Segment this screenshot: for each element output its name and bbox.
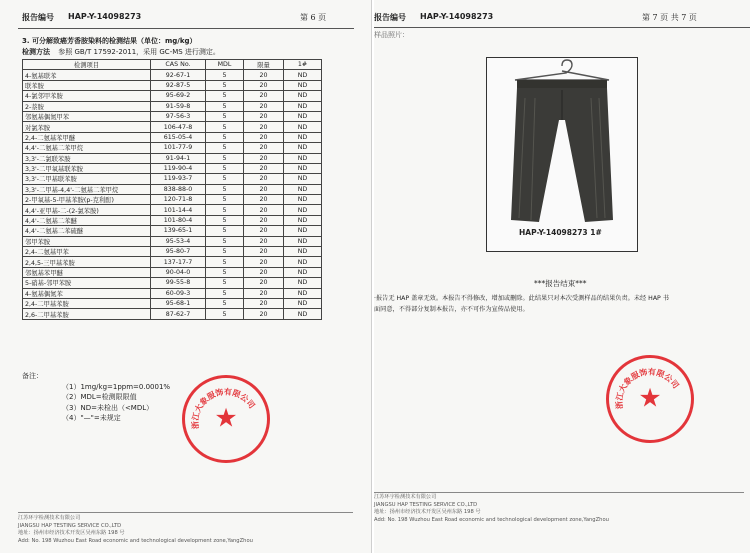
cell-mdl: 5 bbox=[206, 153, 244, 163]
cell-cas-no: 87-62-7 bbox=[151, 309, 206, 319]
cell-result-1: ND bbox=[284, 143, 322, 153]
cell-cas-no: 92-67-1 bbox=[151, 70, 206, 80]
cell-test-item: 2-萘胺 bbox=[23, 101, 151, 111]
cell-result-1: ND bbox=[284, 195, 322, 205]
table-row bbox=[23, 278, 322, 288]
cell-cas-no: 139-65-1 bbox=[151, 226, 206, 236]
cell-mdl: 5 bbox=[206, 132, 244, 142]
cell-result-1: ND bbox=[284, 267, 322, 277]
cell-mdl: 5 bbox=[206, 226, 244, 236]
cell-test-item: 4,4'-亚甲基-二-(2-氯苯胺) bbox=[23, 205, 151, 215]
cell-limit: 20 bbox=[244, 122, 284, 132]
page-number: 第 6 页 bbox=[300, 13, 327, 22]
table-row bbox=[23, 163, 322, 173]
cell-test-item: 4-氨基偶氮苯 bbox=[23, 288, 151, 298]
cell-mdl: 5 bbox=[206, 298, 244, 308]
cell-cas-no: 101-14-4 bbox=[151, 205, 206, 215]
cell-mdl: 5 bbox=[206, 267, 244, 277]
cell-cas-no: 60-09-3 bbox=[151, 288, 206, 298]
cell-result-1: ND bbox=[284, 247, 322, 257]
disclaimer bbox=[374, 293, 669, 315]
test-method-label: 检测方法 bbox=[22, 48, 50, 56]
report-end-mark: ***报告结束*** bbox=[534, 279, 587, 288]
remarks-label: 备注： bbox=[22, 372, 43, 380]
footer-company-en: JIANGSU HAP TESTING SERVICE CO.,LTD bbox=[374, 501, 478, 508]
table-row bbox=[23, 101, 322, 111]
table-header-row bbox=[23, 60, 322, 70]
cell-result-1: ND bbox=[284, 278, 322, 288]
cell-limit: 20 bbox=[244, 298, 284, 308]
report-number-label: 报告编号 bbox=[374, 13, 406, 22]
sample-photo-caption: HAP-Y-14098273 1# bbox=[519, 228, 602, 237]
cell-test-item: 2,6-二甲基苯胺 bbox=[23, 309, 151, 319]
footer-rule bbox=[374, 492, 744, 493]
sample-photo-label: 样品照片： bbox=[374, 31, 409, 39]
svg-text:浙江大象服饰有限公司: 浙江大象服饰有限公司 bbox=[614, 367, 681, 410]
cell-test-item: 邻氨基偶氮甲苯 bbox=[23, 111, 151, 121]
cell-limit: 20 bbox=[244, 174, 284, 184]
footer-company-cn: 江苏环宇检测技术有限公司 bbox=[374, 494, 437, 500]
cell-limit: 20 bbox=[244, 101, 284, 111]
cell-test-item: 联苯胺 bbox=[23, 80, 151, 90]
col-header-limit: 限量 bbox=[244, 60, 284, 70]
cell-test-item: 邻甲苯胺 bbox=[23, 236, 151, 246]
cell-test-item: 邻氨基苯甲醚 bbox=[23, 267, 151, 277]
col-header-item: 检测项目 bbox=[23, 60, 151, 70]
cell-test-item: 4-氯邻甲苯胺 bbox=[23, 91, 151, 101]
cell-result-1: ND bbox=[284, 215, 322, 225]
footer-address-cn: 地址：扬州市经济技术开发区吴州东路 198 号 bbox=[18, 530, 125, 536]
cell-limit: 20 bbox=[244, 143, 284, 153]
cell-mdl: 5 bbox=[206, 288, 244, 298]
cell-result-1: ND bbox=[284, 257, 322, 267]
cell-result-1: ND bbox=[284, 309, 322, 319]
footer bbox=[18, 515, 253, 545]
cell-test-item: 2,4-二甲基苯胺 bbox=[23, 298, 151, 308]
report-number-label: 报告编号 bbox=[22, 13, 54, 22]
footer-company-cn: 江苏环宇检测技术有限公司 bbox=[18, 515, 81, 521]
cell-result-1: ND bbox=[284, 288, 322, 298]
cell-cas-no: 137-17-7 bbox=[151, 257, 206, 267]
cell-result-1: ND bbox=[284, 174, 322, 184]
table-row bbox=[23, 184, 322, 194]
cell-result-1: ND bbox=[284, 111, 322, 121]
cell-limit: 20 bbox=[244, 267, 284, 277]
footer-rule bbox=[18, 512, 353, 513]
cell-mdl: 5 bbox=[206, 309, 244, 319]
cell-test-item: 2-甲氧基-5-甲基苯胺(p-克利酊) bbox=[23, 195, 151, 205]
footer-address-en: Add: No. 198 Wuzhou East Road economic and technological development zone,YangZhou bbox=[374, 516, 609, 523]
cell-test-item: 5-硝基-邻甲苯胺 bbox=[23, 278, 151, 288]
cell-limit: 20 bbox=[244, 70, 284, 80]
table-row bbox=[23, 143, 322, 153]
cell-limit: 20 bbox=[244, 247, 284, 257]
table-row bbox=[23, 153, 322, 163]
cell-test-item: 2,4,5-三甲基苯胺 bbox=[23, 257, 151, 267]
cell-result-1: ND bbox=[284, 122, 322, 132]
cell-test-item: 4,4'-二氨基二苯硫醚 bbox=[23, 226, 151, 236]
cell-limit: 20 bbox=[244, 236, 284, 246]
table-row bbox=[23, 111, 322, 121]
cell-cas-no: 838-88-0 bbox=[151, 184, 206, 194]
seal-star-icon: ★ bbox=[214, 403, 238, 434]
remark-item: （4）"—"=未规定 bbox=[62, 414, 121, 422]
cell-result-1: ND bbox=[284, 80, 322, 90]
table-row bbox=[23, 236, 322, 246]
cell-test-item: 4,4'-二氨基二苯甲烷 bbox=[23, 143, 151, 153]
table-row bbox=[23, 70, 322, 80]
table-row bbox=[23, 195, 322, 205]
cell-cas-no: 97-56-3 bbox=[151, 111, 206, 121]
cell-cas-no: 106-47-8 bbox=[151, 122, 206, 132]
cell-cas-no: 615-05-4 bbox=[151, 132, 206, 142]
page-number: 第 7 页 共 7 页 bbox=[642, 13, 697, 22]
cell-limit: 20 bbox=[244, 257, 284, 267]
cell-mdl: 5 bbox=[206, 236, 244, 246]
report-page-7 bbox=[374, 0, 750, 553]
table-row bbox=[23, 122, 322, 132]
cell-result-1: ND bbox=[284, 70, 322, 80]
cell-cas-no: 92-87-5 bbox=[151, 80, 206, 90]
disclaimer-line-2: 面同意，不得部分复制本报告，亦不可作为宣传品使用。 bbox=[374, 306, 529, 313]
cell-test-item: 2,4-二氨基甲苯 bbox=[23, 247, 151, 257]
cell-test-item: 3,3'-二甲基-4,4'-二氨基二苯甲烷 bbox=[23, 184, 151, 194]
cell-test-item: 4,4'-二氨基二苯醚 bbox=[23, 215, 151, 225]
test-method-text: 参照 GB/T 17592-2011，采用 GC-MS 进行测定。 bbox=[58, 48, 220, 56]
col-header-mdl: MDL bbox=[206, 60, 244, 70]
table-row bbox=[23, 80, 322, 90]
cell-mdl: 5 bbox=[206, 122, 244, 132]
cell-result-1: ND bbox=[284, 163, 322, 173]
table-row bbox=[23, 91, 322, 101]
cell-mdl: 5 bbox=[206, 257, 244, 267]
cell-limit: 20 bbox=[244, 205, 284, 215]
cell-cas-no: 119-93-7 bbox=[151, 174, 206, 184]
table-row bbox=[23, 257, 322, 267]
cell-mdl: 5 bbox=[206, 101, 244, 111]
cell-result-1: ND bbox=[284, 298, 322, 308]
cell-cas-no: 90-04-0 bbox=[151, 267, 206, 277]
cell-limit: 20 bbox=[244, 163, 284, 173]
cell-cas-no: 101-77-9 bbox=[151, 143, 206, 153]
cell-cas-no: 95-80-7 bbox=[151, 247, 206, 257]
cell-mdl: 5 bbox=[206, 184, 244, 194]
cell-mdl: 5 bbox=[206, 70, 244, 80]
table-row bbox=[23, 247, 322, 257]
trousers-image bbox=[487, 58, 637, 228]
remark-item: （3）ND=未检出（<MDL） bbox=[62, 403, 154, 412]
cell-test-item: 2,4-二氨基苯甲醚 bbox=[23, 132, 151, 142]
cell-limit: 20 bbox=[244, 111, 284, 121]
header-rule bbox=[374, 27, 750, 28]
col-header-cas: CAS No. bbox=[151, 60, 206, 70]
cell-mdl: 5 bbox=[206, 205, 244, 215]
cell-result-1: ND bbox=[284, 91, 322, 101]
table-row bbox=[23, 215, 322, 225]
cell-result-1: ND bbox=[284, 205, 322, 215]
cell-mdl: 5 bbox=[206, 111, 244, 121]
amine-results-table bbox=[22, 59, 322, 320]
cell-mdl: 5 bbox=[206, 91, 244, 101]
cell-limit: 20 bbox=[244, 80, 284, 90]
report-page-6 bbox=[0, 0, 372, 553]
cell-result-1: ND bbox=[284, 153, 322, 163]
footer bbox=[374, 494, 609, 524]
cell-mdl: 5 bbox=[206, 80, 244, 90]
table-row bbox=[23, 288, 322, 298]
cell-cas-no: 99-55-8 bbox=[151, 278, 206, 288]
cell-mdl: 5 bbox=[206, 163, 244, 173]
cell-limit: 20 bbox=[244, 184, 284, 194]
footer-address-en: Add: No. 198 Wuzhou East Road economic and technological development zone,YangZhou bbox=[18, 537, 253, 544]
cell-limit: 20 bbox=[244, 215, 284, 225]
table-row bbox=[23, 267, 322, 277]
cell-mdl: 5 bbox=[206, 215, 244, 225]
cell-mdl: 5 bbox=[206, 247, 244, 257]
sample-photo bbox=[486, 57, 638, 252]
remark-item: （2）MDL=检测限限值 bbox=[62, 393, 137, 401]
cell-result-1: ND bbox=[284, 236, 322, 246]
header-rule bbox=[18, 28, 354, 29]
section-title: 3. 可分解致癌芳香胺染料的检测结果（单位：mg/kg） bbox=[22, 37, 197, 45]
cell-cas-no: 119-90-4 bbox=[151, 163, 206, 173]
cell-limit: 20 bbox=[244, 153, 284, 163]
cell-mdl: 5 bbox=[206, 143, 244, 153]
cell-cas-no: 95-69-2 bbox=[151, 91, 206, 101]
cell-test-item: 4-氨基联苯 bbox=[23, 70, 151, 80]
table-row bbox=[23, 298, 322, 308]
table-row bbox=[23, 226, 322, 236]
company-seal bbox=[182, 375, 270, 463]
footer-address-cn: 地址：扬州市经济技术开发区吴州东路 198 号 bbox=[374, 509, 481, 515]
cell-limit: 20 bbox=[244, 278, 284, 288]
footer-company-en: JIANGSU HAP TESTING SERVICE CO.,LTD bbox=[18, 522, 122, 529]
remarks bbox=[22, 371, 170, 424]
test-method bbox=[22, 47, 220, 57]
cell-limit: 20 bbox=[244, 309, 284, 319]
report-number: HAP-Y-14098273 bbox=[420, 12, 494, 21]
cell-limit: 20 bbox=[244, 195, 284, 205]
disclaimer-line-1: ·报告无 HAP 盖章无效。本报告不得修改，增加或删除。此结果只对本次受测样品的结果负责。未经 HAP 书 bbox=[374, 295, 669, 302]
cell-mdl: 5 bbox=[206, 278, 244, 288]
cell-result-1: ND bbox=[284, 101, 322, 111]
cell-result-1: ND bbox=[284, 184, 322, 194]
cell-mdl: 5 bbox=[206, 174, 244, 184]
company-seal bbox=[606, 355, 694, 443]
table-row bbox=[23, 132, 322, 142]
remark-item: （1）1mg/kg=1ppm=0.0001% bbox=[62, 382, 171, 391]
cell-result-1: ND bbox=[284, 226, 322, 236]
cell-cas-no: 95-53-4 bbox=[151, 236, 206, 246]
cell-result-1: ND bbox=[284, 132, 322, 142]
cell-limit: 20 bbox=[244, 91, 284, 101]
cell-limit: 20 bbox=[244, 226, 284, 236]
cell-cas-no: 95-68-1 bbox=[151, 298, 206, 308]
seal-star-icon: ★ bbox=[638, 383, 662, 414]
table-row bbox=[23, 205, 322, 215]
cell-mdl: 5 bbox=[206, 195, 244, 205]
cell-limit: 20 bbox=[244, 132, 284, 142]
table-row bbox=[23, 309, 322, 319]
cell-test-item: 3,3'-二甲基联苯胺 bbox=[23, 174, 151, 184]
cell-cas-no: 101-80-4 bbox=[151, 215, 206, 225]
report-number: HAP-Y-14098273 bbox=[68, 12, 142, 21]
cell-limit: 20 bbox=[244, 288, 284, 298]
cell-cas-no: 91-59-8 bbox=[151, 101, 206, 111]
cell-test-item: 3,3'-二氯联苯胺 bbox=[23, 153, 151, 163]
cell-test-item: 3,3'-二甲氧基联苯胺 bbox=[23, 163, 151, 173]
table-row bbox=[23, 174, 322, 184]
cell-test-item: 对氯苯胺 bbox=[23, 122, 151, 132]
col-header-sample-1: 1# bbox=[284, 60, 322, 70]
cell-cas-no: 120-71-8 bbox=[151, 195, 206, 205]
cell-cas-no: 91-94-1 bbox=[151, 153, 206, 163]
svg-text:浙江大象服饰有限公司: 浙江大象服饰有限公司 bbox=[190, 387, 257, 430]
